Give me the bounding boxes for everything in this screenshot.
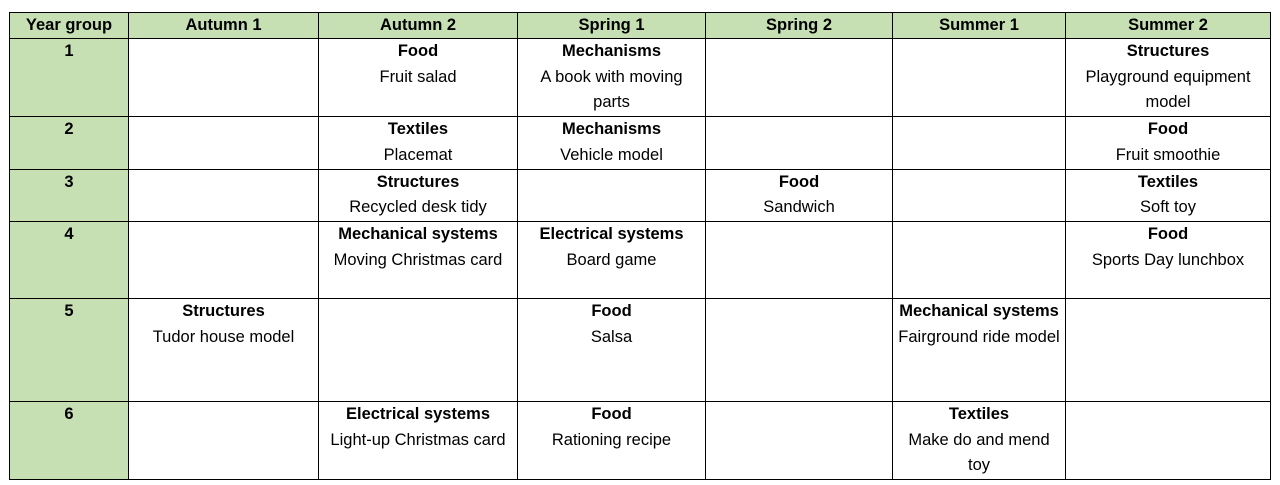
project-label: Placemat [383,145,453,164]
project-label: Fairground ride model [898,327,1060,346]
table-cell [706,117,893,169]
column-header: Spring 2 [706,13,893,39]
topic-label: Textiles [948,404,1010,423]
topic-label: Food [778,172,820,191]
table-cell [129,298,319,401]
table-cell [893,221,1066,298]
topic-label: Electrical systems [345,404,490,423]
topic-label: Electrical systems [539,224,684,243]
table-cell [319,117,518,169]
project-label: Board game [566,250,657,269]
table-cell [893,298,1066,401]
topic-label: Structures [376,172,460,191]
table-cell [518,298,706,401]
topic-label: Structures [1126,42,1210,60]
table-cell [129,221,319,298]
year-group-cell: 5 [10,298,129,401]
topic-label: Structures [182,301,265,320]
project-label: Tudor house model [152,327,295,346]
table-cell [1066,169,1271,221]
year-group-cell: 4 [10,221,129,298]
year-group-cell: 2 [10,117,129,169]
table-body [10,39,1271,480]
table-cell [319,221,518,298]
dt-curriculum-table [9,12,1271,480]
table-cell [319,169,518,221]
project-label: Sandwich [763,198,835,217]
project-label: Fruit smoothie [1115,145,1221,164]
table-cell [518,221,706,298]
table-cell [319,39,518,117]
project-label: Rationing recipe [551,430,672,449]
topic-label: Textiles [387,120,449,139]
table-cell [1066,401,1271,479]
table-row [10,298,1271,401]
table-cell [893,39,1066,117]
year-group-cell: 6 [10,401,129,479]
topic-label: Food [591,404,632,423]
project-label: Playground equipment model [1085,67,1251,112]
table-cell [893,401,1066,479]
project-label: Soft toy [1140,198,1196,217]
topic-label: Food [591,301,632,320]
table-cell [319,298,518,401]
table-cell [518,39,706,117]
project-label: Sports Day lunchbox [1091,250,1245,269]
table-row [10,39,1271,117]
project-label: Light-up Christmas card [330,430,506,449]
table-row [10,221,1271,298]
table-cell [518,169,706,221]
table-cell [706,221,893,298]
topic-label: Textiles [1137,172,1199,191]
table-cell [706,298,893,401]
project-label: Moving Christmas card [333,250,503,269]
project-label: A book with moving parts [540,67,683,112]
table-cell [706,169,893,221]
table-cell [129,401,319,479]
header-row [10,13,1271,39]
table-cell [1066,117,1271,169]
topic-label: Food [1147,120,1189,139]
table-cell [706,401,893,479]
project-label: Make do and mend toy [908,430,1050,475]
column-header: Autumn 2 [319,13,518,39]
table-cell [319,401,518,479]
table-cell [706,39,893,117]
table-cell [1066,39,1271,117]
topic-label: Food [397,42,439,60]
column-header: Spring 1 [518,13,706,39]
project-label: Recycled desk tidy [349,198,487,217]
project-label: Salsa [590,327,633,346]
table-cell [129,117,319,169]
table-cell [1066,221,1271,298]
curriculum-map [9,12,1271,480]
table-cell [1066,298,1271,401]
column-header: Summer 2 [1066,13,1271,39]
project-label: Fruit salad [379,67,457,86]
year-group-cell: 3 [10,169,129,221]
year-group-cell: 1 [10,39,129,117]
topic-label: Mechanisms [561,120,662,139]
table-row [10,169,1271,221]
table-cell [518,117,706,169]
table-row [10,401,1271,479]
topic-label: Mechanical systems [899,301,1059,320]
project-label: Vehicle model [560,145,663,164]
table-row [10,117,1271,169]
topic-label: Food [1147,224,1189,243]
column-header: Autumn 1 [129,13,319,39]
column-header: Summer 1 [893,13,1066,39]
topic-label: Mechanical systems [338,224,498,243]
table-cell [129,39,319,117]
topic-label: Mechanisms [561,42,662,60]
column-header: Year group [10,13,129,39]
table-cell [893,169,1066,221]
table-cell [518,401,706,479]
table-cell [129,169,319,221]
table-cell [893,117,1066,169]
